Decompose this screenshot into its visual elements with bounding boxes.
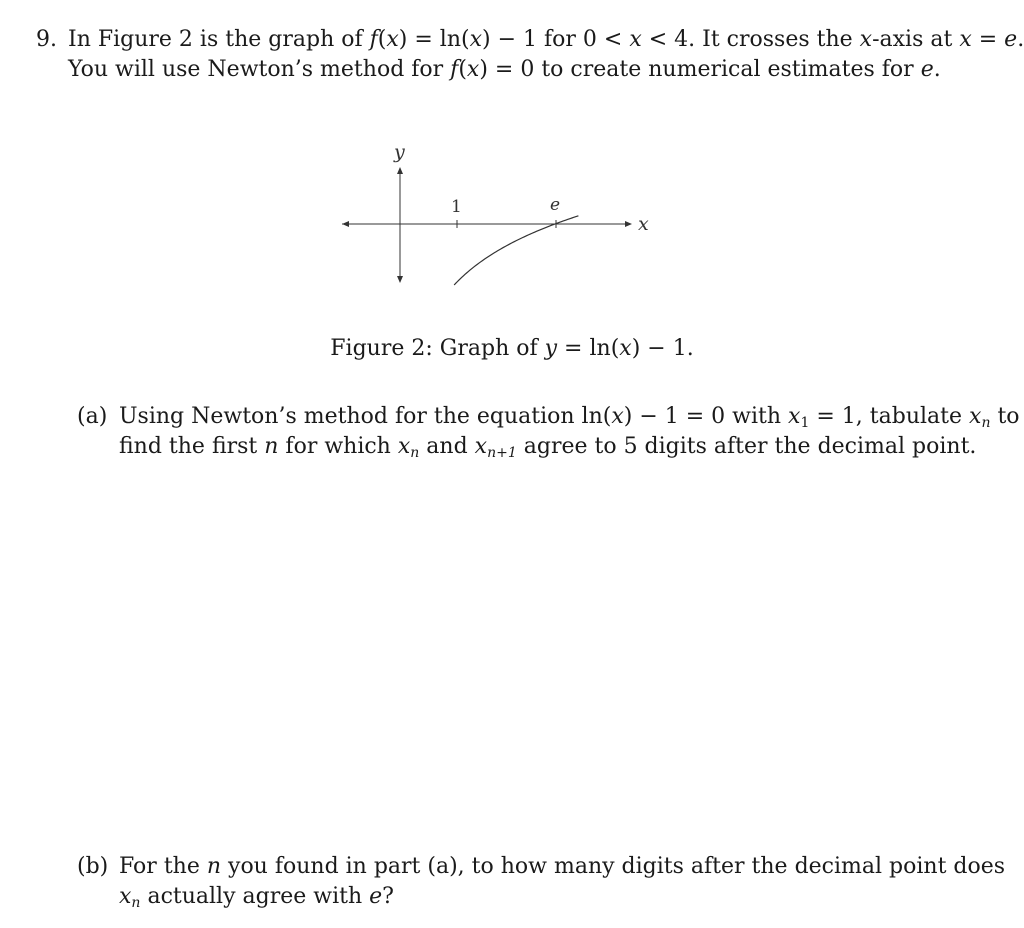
intro-line-2 — [68, 56, 941, 84]
math-x: x — [859, 27, 873, 52]
text: ) = 0 to create numerical estimates for — [479, 57, 921, 82]
part-b-label: (b) — [77, 854, 109, 879]
text: ) − 1 for 0 < — [482, 27, 630, 52]
text: ( — [377, 27, 387, 52]
part-b-line-1 — [119, 853, 1005, 881]
subscript: 1 — [800, 415, 810, 431]
math-x: x — [619, 336, 632, 361]
math-x: x — [466, 57, 480, 82]
text: ) − 1 = 0 with — [623, 404, 789, 429]
text: ) = ln( — [398, 27, 470, 52]
text: ( — [458, 57, 467, 82]
math-x: x — [611, 404, 624, 429]
subscript: n — [131, 895, 141, 911]
math-x: x — [629, 27, 642, 52]
math-n: n — [264, 434, 279, 459]
problem-number: 9. — [36, 27, 57, 52]
text: Using Newton’s method for the equation ln( — [119, 404, 612, 429]
math-x: x — [969, 404, 982, 429]
curve-ln-x-minus-1 — [454, 216, 578, 285]
text: = — [971, 27, 1005, 52]
text: You will use Newton’s method for — [68, 57, 451, 82]
text: Figure 2: Graph of — [330, 336, 545, 361]
text: and — [419, 434, 475, 459]
math-x: x — [788, 404, 801, 429]
part-a-label: (a) — [77, 404, 108, 429]
math-e: e — [1004, 27, 1018, 52]
math-x: x — [119, 884, 132, 909]
math-x: x — [959, 27, 972, 52]
part-b-line-2 — [119, 883, 394, 911]
tick-1-label: 1 — [451, 197, 462, 217]
y-axis-label: y — [394, 141, 405, 163]
math-e: e — [369, 884, 383, 909]
math-y: y — [544, 336, 558, 361]
text: . — [933, 57, 941, 82]
math-f: f — [450, 57, 459, 82]
text: ) − 1. — [631, 336, 694, 361]
math-n: n — [206, 854, 222, 879]
text: agree to 5 digits after the decimal point. — [516, 434, 977, 459]
part-a-line-1 — [119, 403, 1020, 431]
text: ? — [382, 884, 394, 909]
text: = ln( — [557, 336, 620, 361]
x-axis-right-arrow — [625, 221, 632, 227]
x-axis-left-arrow — [342, 221, 349, 227]
x-axis-label: x — [638, 213, 649, 235]
text: = 1, tabulate — [809, 404, 970, 429]
subscript: n — [981, 415, 991, 431]
text: to — [990, 404, 1020, 429]
math-x: x — [386, 27, 399, 52]
text: find the first — [119, 434, 265, 459]
intro-line-1 — [68, 26, 1024, 54]
math-x: x — [474, 434, 488, 459]
text: In Figure 2 is the graph of — [68, 27, 370, 52]
math-e: e — [920, 57, 934, 82]
figure-caption — [0, 335, 1024, 363]
text: for which — [278, 434, 398, 459]
text: < 4. It crosses the — [641, 27, 860, 52]
subscript: n — [410, 445, 420, 461]
subscript: n+1 — [487, 445, 517, 461]
math-f: f — [369, 27, 378, 52]
text: -axis at — [872, 27, 960, 52]
text: . — [1017, 27, 1024, 52]
text: For the — [119, 854, 207, 879]
figure-graph — [330, 130, 670, 300]
math-x: x — [397, 434, 411, 459]
tick-e-label: e — [550, 195, 561, 215]
text: actually agree with — [140, 884, 370, 909]
y-axis-up-arrow — [397, 167, 403, 174]
text: you found in part (a), to how many digits after the decimal point does — [221, 854, 1006, 879]
part-a-line-2 — [119, 433, 976, 461]
math-x: x — [469, 27, 482, 52]
y-axis-down-arrow — [397, 276, 403, 283]
